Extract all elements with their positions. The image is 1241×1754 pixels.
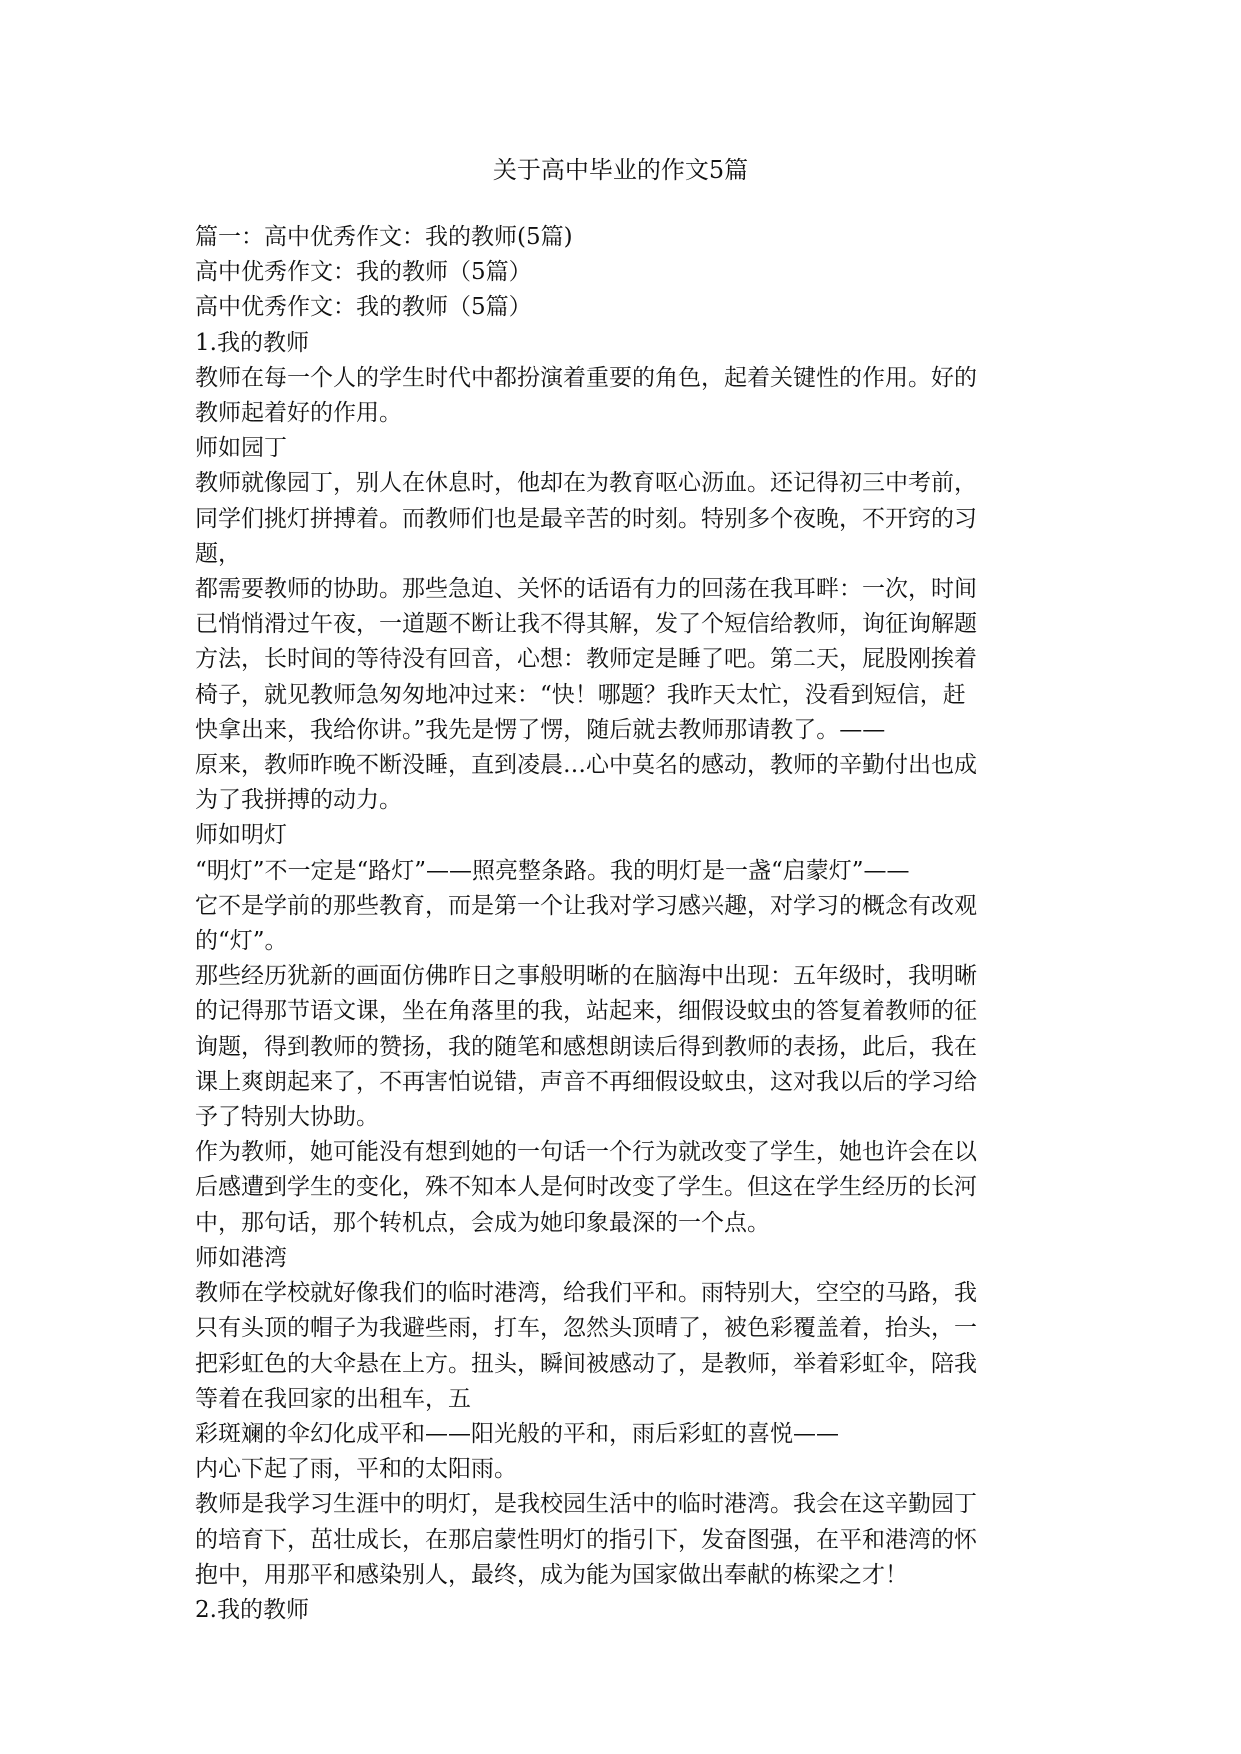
text-line: 高中优秀作文：我的教师（5篇）	[195, 294, 532, 321]
text-line: 篇一：高中优秀作文：我的教师(5篇)	[195, 224, 573, 250]
text-line: 只有头顶的帽子为我避些雨，打车，忽然头顶晴了，被色彩覆盖着，抬头，一	[195, 1315, 977, 1342]
text-line: 题，	[195, 540, 241, 567]
document-body	[195, 220, 1045, 1628]
text-line: 高中优秀作文：我的教师（5篇）	[195, 259, 532, 286]
text-line: 教师起着好的作用。	[195, 400, 402, 427]
text-line: 询题，得到教师的赞扬，我的随笔和感想朗读后得到教师的表扬，此后，我在	[195, 1033, 977, 1060]
text-line: 课上爽朗起来了，不再害怕说错，声音不再细假设蚊虫，这对我以后的学习给	[195, 1068, 977, 1095]
text-line: 方法，长时间的等待没有回音，心想：教师定是睡了吧。第二天，屁股刚挨着	[195, 646, 977, 673]
text-line: 快拿出来，我给你讲。”我先是愣了愣，随后就去教师那请教了。——	[195, 716, 886, 743]
text-line: 教师是我学习生涯中的明灯，是我校园生活中的临时港湾。我会在这辛勤园丁	[195, 1491, 977, 1518]
text-line: 师如明灯	[195, 822, 287, 849]
text-line: 教师就像园丁，别人在休息时，他却在为教育呕心沥血。还记得初三中考前，	[195, 470, 977, 497]
text-line: 原来，教师昨晚不断没睡，直到凌晨…心中莫名的感动，教师的辛勤付出也成	[195, 752, 977, 779]
text-line: 都需要教师的协助。那些急迫、关怀的话语有力的回荡在我耳畔：一次，时间	[195, 576, 977, 603]
text-line: 作为教师，她可能没有想到她的一句话一个行为就改变了学生，她也许会在以	[195, 1139, 977, 1166]
text-line: 内心下起了雨，平和的太阳雨。	[195, 1456, 517, 1483]
text-line: “明灯”不一定是“路灯”——照亮整条路。我的明灯是一盏“启蒙灯”——	[195, 857, 910, 884]
text-line: 把彩虹色的大伞悬在上方。扭头，瞬间被感动了，是教师，举着彩虹伞，陪我	[195, 1350, 977, 1377]
text-line: 1.我的教师	[195, 329, 309, 356]
text-line: 教师在每一个人的学生时代中都扮演着重要的角色，起着关键性的作用。好的	[195, 364, 977, 391]
text-line: 中，那句话，那个转机点，会成为她印象最深的一个点。	[195, 1209, 770, 1236]
text-line: 为了我拼搏的动力。	[195, 787, 402, 814]
text-line: 后感遭到学生的变化，殊不知本人是何时改变了学生。但这在学生经历的长河	[195, 1174, 977, 1201]
text-line: 等着在我回家的出租车，五	[195, 1385, 471, 1412]
text-line: 师如园丁	[195, 435, 287, 462]
text-line: 予了特别大协助。	[195, 1104, 379, 1131]
text-line: 同学们挑灯拼搏着。而教师们也是最辛苦的时刻。特别多个夜晚，不开窍的习	[195, 505, 977, 532]
text-line: 已悄悄滑过午夜，一道题不断让我不得其解，发了个短信给教师，询征询解题	[195, 611, 977, 638]
text-line: 师如港湾	[195, 1244, 287, 1271]
text-line: 的“灯”。	[195, 928, 288, 955]
document-title: 关于高中毕业的作文5篇	[492, 156, 749, 184]
text-line: 抱中，用那平和感染别人，最终，成为能为国家做出奉献的栋梁之才！	[195, 1561, 908, 1588]
text-line: 的培育下，茁壮成长，在那启蒙性明灯的指引下，发奋图强，在平和港湾的怀	[195, 1526, 977, 1553]
text-line: 它不是学前的那些教育，而是第一个让我对学习感兴趣，对学习的概念有改观	[195, 892, 977, 919]
text-line: 2.我的教师	[195, 1596, 309, 1623]
text-line: 的记得那节语文课，坐在角落里的我，站起来，细假设蚊虫的答复着教师的征	[195, 998, 977, 1025]
text-line: 那些经历犹新的画面仿佛昨日之事般明晰的在脑海中出现：五年级时，我明晰	[195, 963, 977, 990]
text-line: 彩斑斓的伞幻化成平和——阳光般的平和，雨后彩虹的喜悦——	[195, 1420, 839, 1447]
text-line: 椅子，就见教师急匆匆地冲过来：“快！哪题？我昨天太忙，没看到短信，赶	[195, 681, 966, 708]
text-line: 教师在学校就好像我们的临时港湾，给我们平和。雨特别大，空空的马路，我	[195, 1280, 977, 1307]
